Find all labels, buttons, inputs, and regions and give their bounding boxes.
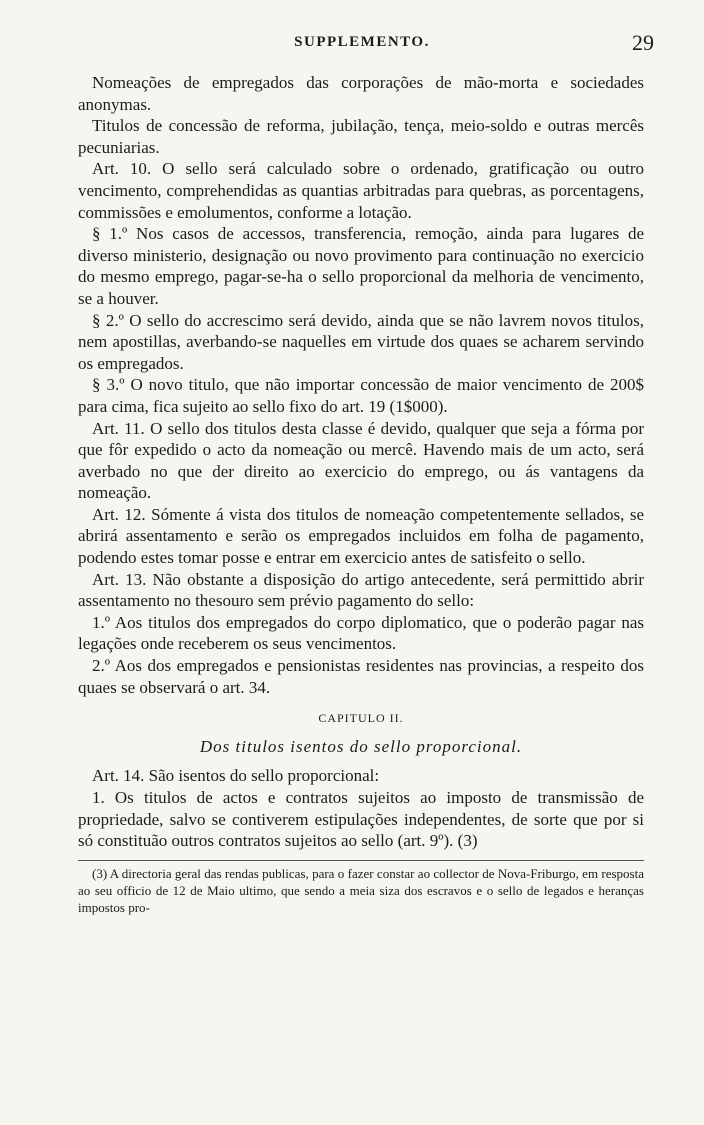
paragraph: Titulos de concessão de reforma, jubilação, tença, meio-soldo e outras mercês pecuniarias. bbox=[78, 116, 644, 157]
article-14: Art. 14. São isentos do sello proporcional: bbox=[92, 766, 380, 786]
article-10-paragraph-1: § 1.º Nos casos de accessos, transferencia, remoção, ainda para lugares de diverso ministerio, designação ou novo provimento para continuação no exercicio do mesmo emprego, pagar-se-ha o sello proporcional da melhoria de vencimento, se a houver. bbox=[78, 224, 644, 308]
article-13-item-1: 1.º Aos titulos dos empregados do corpo diplomatico, que o poderão pagar nas legações onde receberem os seus vencimentos. bbox=[78, 612, 644, 654]
article-10-paragraph-2: § 2.º O sello do accrescimo será devido, ainda que se não lavrem novos titulos, nem apostillas, averbando-se naquelles em virtude dos quaes se acharem servindo os empregados. bbox=[78, 310, 644, 373]
body-text bbox=[78, 72, 644, 916]
page-header bbox=[70, 30, 654, 60]
chapter-heading: CAPITULO II. bbox=[318, 711, 404, 726]
article-13-item-2: 2.º Aos dos empregados e pensionistas residentes nas provincias, a respeito dos quaes se observará o art. 34. bbox=[78, 656, 644, 697]
article-10-paragraph-3: § 3.º O novo titulo, que não importar concessão de maior vencimento de 200$ para cima, fica sujeito ao sello fixo do art. 19 (1$000). bbox=[78, 375, 644, 416]
article-13: Art. 13. Não obstante a disposição do artigo antecedente, será permittido abrir assentamento no thesouro sem prévio pagamento do sello: bbox=[78, 569, 644, 611]
chapter-title: Dos titulos isentos do sello proporcional. bbox=[199, 736, 523, 756]
footnote-divider bbox=[78, 860, 644, 861]
page-number: 29 bbox=[632, 30, 654, 55]
article-10: Art. 10. O sello será calculado sobre o ordenado, gratificação ou outro vencimento, comprehendidas as quantias arbitradas para quebras, as porcentagens, commissões e emolumentos, conforme a lotação. bbox=[78, 159, 644, 222]
article-11: Art. 11. O sello dos titulos desta classe é devido, qualquer que seja a fórma por que fôr expedido o acto da nomeação ou mercê. Havendo mais de um acto, será averbado no que der direito ao exercicio do emprego, ou ás vantagens da nomeação. bbox=[78, 418, 644, 503]
running-title: SUPPLEMENTO. bbox=[294, 34, 430, 50]
article-12: Art. 12. Sómente á vista dos titulos de nomeação competentemente sellados, se abrirá assentamento e serão os empregados incluidos em folha de pagamento, podendo estes tomar posse e entrar em exercicio antes de satisfeito o sello. bbox=[78, 504, 644, 568]
footnote-text: (3) A directoria geral das rendas publicas, para o fazer constar ao collector de Nova-Friburgo, em resposta ao seu officio de 12 de Maio ultimo, que sendo a meia siza dos escravos e o sello de legados e heranças impostos pro- bbox=[78, 865, 644, 915]
footnote bbox=[78, 865, 644, 916]
paragraph: Nomeações de empregados das corporações de mão-morta e sociedades anonymas. bbox=[78, 73, 644, 114]
article-14-item-1: 1. Os titulos de actos e contratos sujeitos ao imposto de transmissão de propriedade, salvo se contiverem estipulações independentes, de sorte que por si só constituão outros contratos sujeitos ao sello (art. 9º). (3) bbox=[78, 788, 644, 851]
